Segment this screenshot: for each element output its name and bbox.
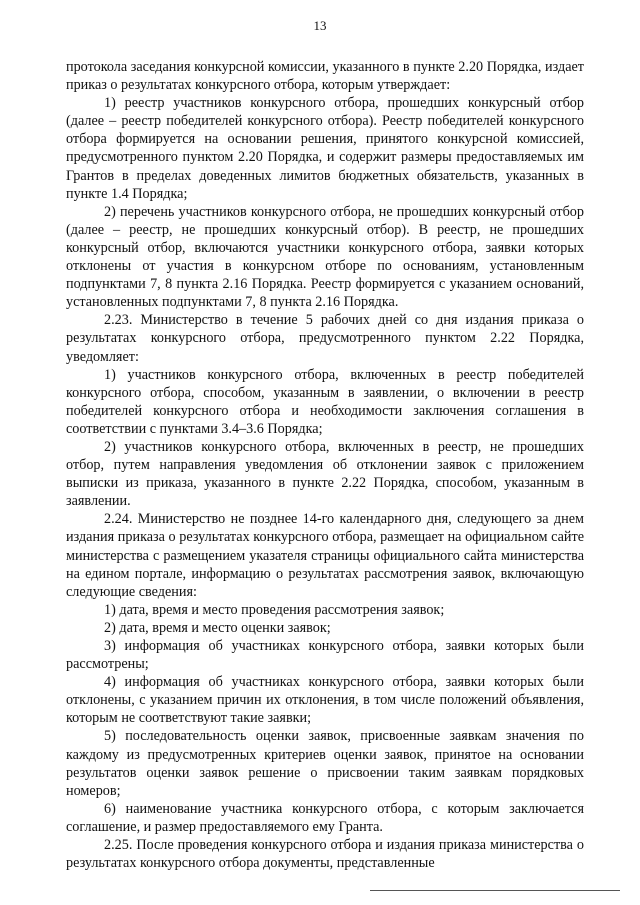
list-item-6: 6) наименование участника конкурсного отбора, с которым заключается соглашение, и размер предоставляемого ему Гранта. (66, 800, 584, 835)
list-item-1: 1) дата, время и место проведения рассмотрения заявок; (104, 601, 445, 618)
document-body (66, 58, 584, 872)
paragraph-intro: протокола заседания конкурсной комиссии, указанного в пункте 2.20 Порядка, издает приказ о результатах конкурсного отбора, которым утверждает: (66, 59, 584, 94)
paragraph-2-25: 2.25. После проведения конкурсного отбора и издания приказа министерства о результатах конкурсного отбора документы, представленные (66, 837, 584, 872)
list-item-4: 4) информация об участниках конкурсного отбора, заявки которых были отклонены, с указанием причин их отклонения, в том числе положений объявления, которым не соответствуют такие заявки; (66, 674, 584, 727)
paragraph-notify-winners: 1) участников конкурсного отбора, включенных в реестр победителей конкурсного отбора, способом, указанным в заявлении, о включении в реестр победителей конкурсного отбора и необходимости заключения соглашения в соответствии с пунктами 3.4–3.6 Порядка; (66, 366, 584, 437)
paragraph-2-23: 2.23. Министерство в течение 5 рабочих дней со дня издания приказа о результатах конкурсного отбора, предусмотренного пунктом 2.22 Порядка, уведомляет: (66, 312, 584, 365)
list-item-3: 3) информация об участниках конкурсного отбора, заявки которых были рассмотрены; (66, 638, 584, 673)
paragraph-registry-winners: 1) реестр участников конкурсного отбора, прошедших конкурсный отбор (далее – реестр победителей конкурсного отбора). Реестр победителей конкурсного отбора формируется на основании решения, принятого конкурсной комиссией, предусмотренного пунктом 2.20 Порядка, и содержит размеры предоставляемых им Грантов в пределах доведенных лимитов бюджетных обязательств, указанных в пункте 1.4 Порядка; (66, 95, 584, 202)
list-item-5: 5) последовательность оценки заявок, присвоенные заявкам значения по каждому из предусмотренных критериев оценки заявок, принятое на основании результатов оценки заявок решение о присвоении таким заявкам порядковых номеров; (66, 728, 584, 799)
page-number: 13 (313, 18, 327, 33)
scan-edge-line (370, 890, 620, 891)
paragraph-notify-rejected: 2) участников конкурсного отбора, включенных в реестр, не прошедших отбор, путем направления уведомления об отклонении заявок с приложением выписки из приказа, указанного в пункте 2.22 Порядка, способом, указанным в заявлении. (66, 438, 584, 510)
list-item-2: 2) дата, время и место оценки заявок; (104, 619, 331, 636)
paragraph-2-24: 2.24. Министерство не позднее 14-го календарного дня, следующего за днем издания приказа о результатах конкурсного отбора, размещает на официальном сайте министерства с размещением указателя страницы официального сайта министерства на едином портале, информацию о результатах рассмотрения заявок, включающую следующие сведения: (66, 511, 584, 600)
paragraph-registry-rejected: 2) перечень участников конкурсного отбора, не прошедших конкурсный отбор (далее – реестр, не прошедших конкурсный отбор). В реестр, не прошедших конкурсный отбор, включаются участники конкурсного отбора, заявки которых отклонены от участия в конкурсном отборе по основаниям, установленным подпунктами 7, 8 пункта 2.16 Порядка. Реестр формируется с указанием оснований, установленных подпунктами 7, 8 пункта 2.16 Порядка. (66, 203, 584, 311)
